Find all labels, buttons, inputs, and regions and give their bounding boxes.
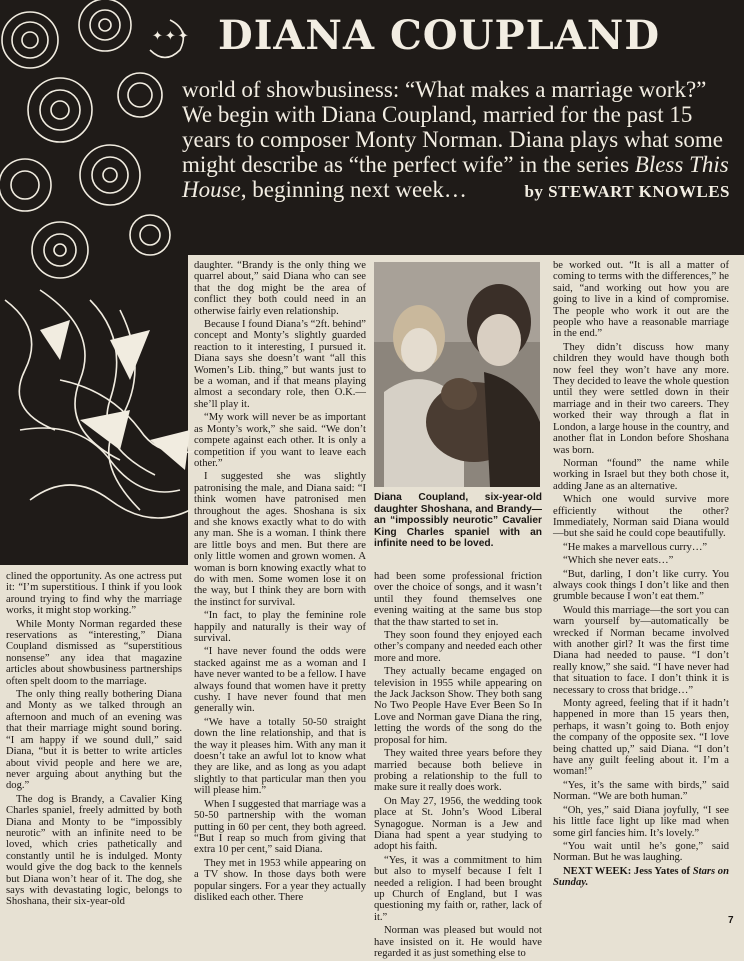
decorative-stars: ✦✦✦: [152, 28, 191, 43]
next-week-note: [553, 866, 729, 889]
paragraph: Would this marriage—the sort you can warn yourself by—automatically be wrecked if Norman became involved with another girl? It was the first time Diana had needed to pause. “I don’t really know,” she said. “I have never had that situation to face. I don’t think it is necessary to cross that bridge…”: [553, 604, 729, 696]
paragraph: “He makes a marvellous curry…”: [563, 541, 708, 553]
paragraph: “Which she never eats…”: [563, 555, 674, 567]
paragraph: When I suggested that marriage was a 50-50 partnership with the woman putting in 60 per cent, they both agreed. “But I reap so much from giving that extra 10 per cent,” said Diana.: [194, 798, 366, 856]
paragraph: “Yes, it was a commitment to him but also to myself because I felt I needed a religion. I had been brought up Church of England, but I was questioning my faith or, rather, lack of it.”: [374, 854, 542, 923]
paragraph: “You wait until he’s gone,” said Norman. But he was laughing.: [553, 840, 729, 864]
column-3: [374, 571, 542, 961]
paragraph: clined the opportunity. As one actress put it: “I’m superstitious. I think if you look around trying to find why the marriage works, it might stop working.”: [6, 571, 182, 617]
intro-text: world of showbusiness: “What makes a marriage work?” We begin with Diana Coupland, married for the past 15 years to composer Monty Norman. Diana plays what some might describe as “the perfect wife” in the series: [182, 77, 724, 177]
next-week-label: NEXT WEEK: Jess Yates of: [563, 865, 691, 877]
intro-text-end: , beginning next week…: [240, 177, 467, 202]
paragraph: Monty agreed, feeling that if it hadn’t happened in more than 15 years then, perhaps, it wasn’t going to. Both enjoy the company of the opposite sex. “I love being chatted up,” said Diana. “I don’t have any guilt feeling about it. I’m a woman!”: [553, 698, 729, 778]
next-week-show: Stars on Sunday.: [553, 865, 729, 889]
page-number: 7: [728, 915, 734, 926]
paragraph: daughter. “Brandy is the only thing we quarrel about,” said Diana who can see that the dog might be the area of conflict they both could need in an otherwise fairly even relationship.: [194, 260, 366, 317]
paragraph: “We have a totally 50-50 straight down the line relationship, and that is the way it pleases him. With any man it doesn’t take an awful lot to know what they are like, and as long as you adapt slightly to that particular man then you will please him.”: [194, 716, 366, 797]
family-photo: [374, 262, 540, 487]
byline: by STEWART KNOWLES: [524, 182, 730, 201]
paragraph: Which one would survive more efficiently without the other? Immediately, Norman said Diana would—but she said he could cope beautifully.: [553, 494, 729, 540]
paragraph: I suggested she was slightly patronising the male, and Diana said: “I think women have patronised men throughout the ages. Shoshana is six and she knows exactly what to do with any man. She is a woman. I think there are little boys and men. But there are only little women and grown women. A woman is born knowing exactly what to do with men. Some women lose it on the way, but I think they are born with the instinct for survival.: [194, 471, 366, 608]
paragraph: They actually became engaged on television in 1955 while appearing on the Jack Jackson Show. They both sang No Two People Have Ever Been So In Love and Norman gave Diana the ring, letting the words of the song do the proposal for him.: [374, 666, 542, 746]
column-2: [194, 260, 366, 905]
intro-show-title: Bless This House: [182, 152, 729, 202]
paragraph: “I have never found the odds were stacked against me as a woman and I have never wanted to be a fellow. I have always found that women have it pretty cushy. I have never found that men generally win.: [194, 646, 366, 715]
photo-caption: Diana Coupland, six-year-old daughter Shoshana, and Brandy—an “impossibly neurotic” Cavalier King Charles spaniel with an infinite need to be loved.: [374, 492, 542, 549]
paragraph: “But, darling, I don’t like curry. You always cook things I don’t like and then grumble because I won’t eat them.”: [553, 568, 729, 603]
paragraph: be worked out. “It is all a matter of coming to terms with the differences,” he said, “and working out how you are going to live in a kind of compromise. The people who work it out are the people who have a reasonable marriage in the end.”: [553, 260, 729, 340]
paragraph: Norman was pleased but would not have insisted on it. He would have regarded it as just something else to: [374, 925, 542, 959]
paragraph: While Monty Norman regarded these reservations as “interesting,” Diana Coupland dismissed as “superstitious nonsense” any idea that magazine articles about showbusiness partnerships often spelt doom to the marriage.: [6, 618, 182, 687]
paragraph: “Oh, yes,” said Diana joyfully, “I see his little face light up like mad when some girl fancies him. It’s lovely.”: [553, 804, 729, 839]
paragraph: “My work will never be as important as Monty’s work,” she said. “We don’t compete against each other. It is only a competition if you want to leave each other.”: [194, 412, 366, 469]
paragraph: “Yes, it’s the same with birds,” said Norman. “We are both human.”: [553, 779, 729, 803]
paragraph: had been some professional friction over the choice of songs, and it wasn’t until they found themselves one evening waiting at the same bus stop that the thaw started to set in.: [374, 571, 542, 628]
paragraph: On May 27, 1956, the wedding took place at St. John’s Wood Liberal Synagogue. Norman is a Jew and Diana had spent a year studying to adopt his faith.: [374, 795, 542, 853]
article-intro: [182, 77, 730, 204]
paragraph: Because I found Diana’s “2ft. behind” concept and Monty’s slightly guarded reaction to it interesting, I pursued it. Diana says she doesn’t want “all this Women’s Lib. thing,” but wants just to be a woman, and if that means playing almost a secondary role, then O.K.—she’ll play it.: [194, 319, 366, 410]
column-4: [553, 260, 729, 891]
paragraph: They didn’t discuss how many children they would have though both now feel they won’t have any more. They decided to leave the whole question until they were settled down in their marriage and in their two careers. They worked their way through a flat in London, a large house in the country, and another flat in London before Shoshana was born.: [553, 341, 729, 456]
paragraph: They soon found they enjoyed each other’s company and needed each other more and more.: [374, 630, 542, 664]
paragraph: Norman “found” the name while working in Israel but they both chose it, adding Jane as an alternative.: [553, 457, 729, 492]
paragraph: “In fact, to play the feminine role happily and naturally is their way of survival.: [194, 610, 366, 644]
column-1: [6, 571, 182, 910]
paragraph: The dog is Brandy, a Cavalier King Charles spaniel, freely admitted by both Diana and Monty to be “impossibly neurotic” with an infinite need to be loved, which cries pathetically and constantly until he is indulged. Monty would give the dog back to the kennels but Diana won’t hear of it. The dog, she says with devastating logic, belongs to Shoshana, their six-year-old: [6, 793, 182, 908]
article-title: DIANA COUPLAND: [218, 12, 661, 59]
paragraph: They met in 1953 while appearing on a TV show. In those days both were popular singers. For a year they actually disliked each other. There: [194, 857, 366, 903]
paragraph: They waited three years before they married because both believe in probing a relationship to the full to make sure it really does work.: [374, 748, 542, 794]
paragraph: The only thing really bothering Diana and Monty as we talked through an afternoon and much of an evening was that their marriage might sound boring. “I am happy if we sound dull,” said Diana, “but it is better to write articles about vivid people and here we are, never arguing about anything but the dog.”: [6, 689, 182, 792]
